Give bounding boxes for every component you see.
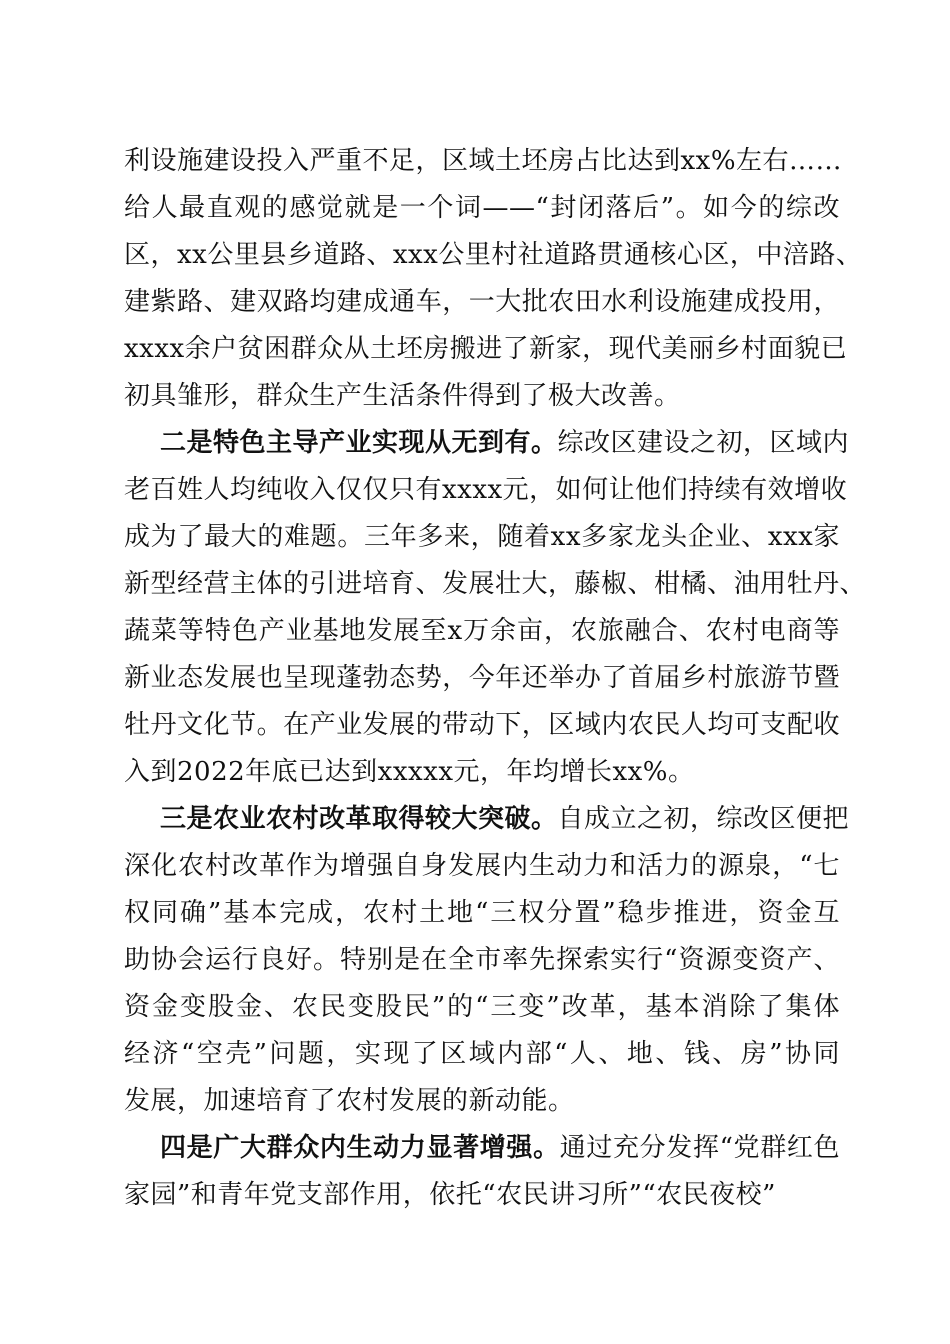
text-line: 建紫路、建双路均建成通车，一大批农田水利设施建成投用，: [124, 287, 840, 317]
text-line: 新型经营主体的引进培育、发展壮大，藤椒、柑橘、油用牡丹、: [124, 569, 867, 599]
text-run: 综改区建设之初，区域内: [557, 428, 850, 458]
text-run: 自成立之初，综改区便把: [557, 804, 850, 834]
text-line: 牡丹文化节。在产业发展的带动下，区域内农民人均可支配收: [124, 710, 840, 740]
text-line: 给人最直观的感觉就是一个词——“封闭落后”。如今的综改: [124, 193, 840, 223]
text-line: 权同确”基本完成，农村土地“三权分置”稳步推进，资金互: [124, 898, 840, 928]
text-line: 资金变股金、农民变股民”的“三变”改革，基本消除了集体: [124, 992, 840, 1022]
text-line: 蔬菜等特色产业基地发展至x万余亩，农旅融合、农村电商等: [124, 616, 840, 646]
text-line: 初具雏形，群众生产生活条件得到了极大改善。: [124, 381, 681, 411]
paragraph-heading: 四是广大群众内生动力显著增强。: [160, 1133, 560, 1163]
text-line: 区，xx公里县乡道路、xxx公里村社道路贯通核心区，中涪路、: [124, 240, 863, 270]
text-line: 新业态发展也呈现蓬勃态势，今年还举办了首届乡村旅游节暨: [124, 663, 840, 693]
text-line: 老百姓人均纯收入仅仅只有xxxx元，如何让他们持续有效增收: [124, 475, 848, 505]
text-line: 成为了最大的难题。三年多来，随着xx多家龙头企业、xxx家: [124, 522, 840, 552]
text-line: [160, 799, 850, 839]
text-line: [160, 1128, 840, 1168]
text-line: [160, 423, 850, 463]
text-line: 发展，加速培育了农村发展的新动能。: [124, 1086, 575, 1116]
text-line: 助协会运行良好。特别是在全市率先探索实行“资源变资产、: [124, 945, 840, 975]
text-line: 深化农村改革作为增强自身发展内生动力和活力的源泉，“七: [124, 851, 840, 881]
text-line: 利设施建设投入严重不足，区域土坯房占比达到xx%左右……: [124, 146, 843, 176]
text-line: 家园”和青年党支部作用，依托“农民讲习所”“农民夜校”: [124, 1180, 776, 1210]
text-line: xxxx余户贫困群众从土坯房搬进了新家，现代美丽乡村面貌已: [124, 334, 848, 364]
text-line: 经济“空壳”问题，实现了区域内部“人、地、钱、房”协同: [124, 1039, 840, 1069]
paragraph-heading: 三是农业农村改革取得较大突破。: [160, 804, 558, 834]
text-line: 入到2022年底已达到xxxxx元，年均增长xx%。: [124, 757, 695, 787]
text-run: 通过充分发挥“党群红色: [559, 1133, 840, 1163]
paragraph-heading: 二是特色主导产业实现从无到有。: [160, 428, 558, 458]
